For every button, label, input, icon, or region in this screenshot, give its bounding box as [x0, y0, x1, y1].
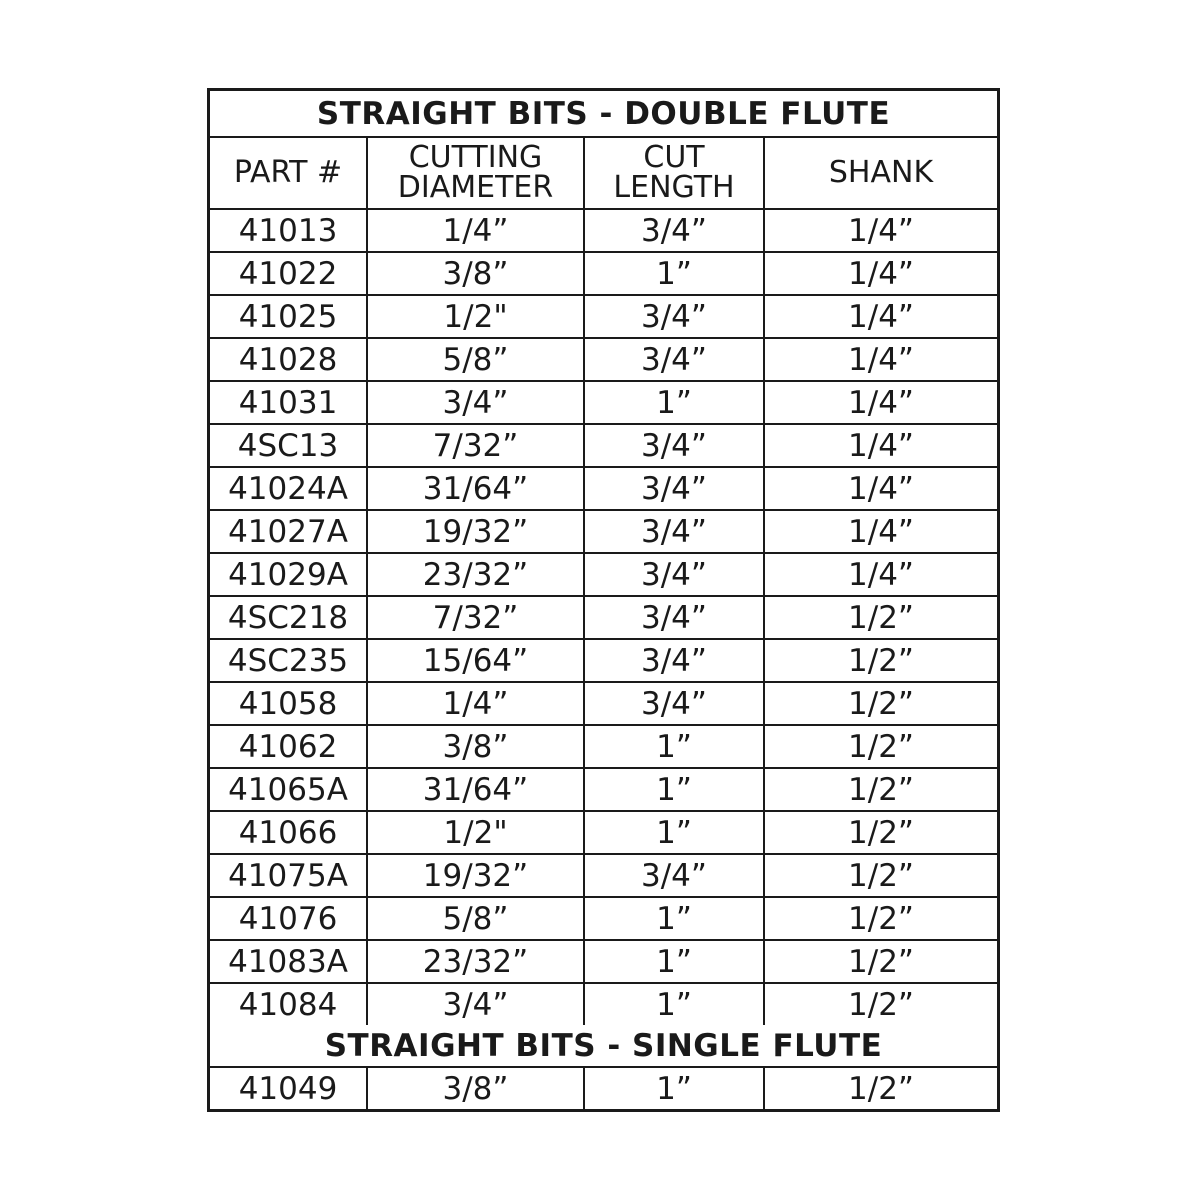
section-title-single-flute: STRAIGHT BITS - SINGLE FLUTE — [210, 1025, 997, 1067]
cell-part-number: 41065A — [210, 768, 367, 811]
cell-cut-length: 3/4” — [584, 424, 764, 467]
cell-cut-length: 3/4” — [584, 467, 764, 510]
table-row — [210, 983, 997, 1025]
table-row — [210, 467, 997, 510]
table-row — [210, 381, 997, 424]
table-row — [210, 682, 997, 725]
cell-cutting-diameter: 23/32” — [367, 553, 584, 596]
cell-part-number: 41022 — [210, 252, 367, 295]
table-row — [210, 811, 997, 854]
cell-cutting-diameter: 19/32” — [367, 854, 584, 897]
table-row — [210, 295, 997, 338]
cell-shank: 1/2” — [764, 811, 997, 854]
table-row — [210, 1067, 997, 1109]
cell-shank: 1/4” — [764, 467, 997, 510]
cell-cut-length: 3/4” — [584, 209, 764, 252]
cell-part-number: 41083A — [210, 940, 367, 983]
cell-cut-length: 3/4” — [584, 596, 764, 639]
straight-bits-table — [210, 91, 997, 1109]
cell-cutting-diameter: 1/4” — [367, 682, 584, 725]
cell-part-number: 41027A — [210, 510, 367, 553]
table-row — [210, 553, 997, 596]
table-row — [210, 338, 997, 381]
header-cutting-diameter — [367, 137, 584, 209]
cell-part-number: 41062 — [210, 725, 367, 768]
cell-cutting-diameter: 7/32” — [367, 596, 584, 639]
table-row — [210, 854, 997, 897]
cell-cutting-diameter: 1/4” — [367, 209, 584, 252]
cell-shank: 1/2” — [764, 940, 997, 983]
single-flute-section — [210, 1025, 997, 1067]
table-title: STRAIGHT BITS - DOUBLE FLUTE — [210, 91, 997, 137]
cell-cut-length: 1” — [584, 983, 764, 1025]
cell-cutting-diameter: 3/8” — [367, 725, 584, 768]
header-cut-length — [584, 137, 764, 209]
cell-cut-length: 3/4” — [584, 682, 764, 725]
header-part-number — [210, 137, 367, 209]
cell-part-number: 41031 — [210, 381, 367, 424]
cell-part-number: 41075A — [210, 854, 367, 897]
table-row — [210, 209, 997, 252]
table-row — [210, 768, 997, 811]
cell-cutting-diameter: 31/64” — [367, 467, 584, 510]
cell-cut-length: 3/4” — [584, 338, 764, 381]
header-cutting-diameter-line2: DIAMETER — [397, 170, 554, 205]
spec-table-frame — [207, 88, 1000, 1112]
cell-shank: 1/4” — [764, 424, 997, 467]
cell-part-number: 41013 — [210, 209, 367, 252]
cell-part-number: 41084 — [210, 983, 367, 1025]
cell-cut-length: 1” — [584, 940, 764, 983]
table-row — [210, 940, 997, 983]
cell-cutting-diameter: 15/64” — [367, 639, 584, 682]
cell-part-number: 4SC235 — [210, 639, 367, 682]
cell-shank: 1/2” — [764, 596, 997, 639]
cell-shank: 1/4” — [764, 252, 997, 295]
cell-part-number: 4SC218 — [210, 596, 367, 639]
table-row — [210, 596, 997, 639]
header-cutting-diameter-line1: CUTTING — [408, 140, 543, 175]
cell-shank: 1/2” — [764, 897, 997, 940]
header-cut-length-line2: LENGTH — [613, 170, 735, 205]
cell-shank: 1/4” — [764, 338, 997, 381]
cell-cutting-diameter: 3/4” — [367, 983, 584, 1025]
cell-part-number: 41025 — [210, 295, 367, 338]
cell-shank: 1/2” — [764, 682, 997, 725]
cell-shank: 1/4” — [764, 209, 997, 252]
cell-part-number: 41066 — [210, 811, 367, 854]
cell-part-number: 41029A — [210, 553, 367, 596]
single-flute-rows — [210, 1067, 997, 1109]
cell-cutting-diameter: 31/64” — [367, 768, 584, 811]
cell-cutting-diameter: 1/2" — [367, 295, 584, 338]
cell-part-number: 41076 — [210, 897, 367, 940]
table-row — [210, 252, 997, 295]
cell-part-number: 4SC13 — [210, 424, 367, 467]
cell-shank: 1/2” — [764, 768, 997, 811]
cell-cut-length: 3/4” — [584, 295, 764, 338]
cell-shank: 1/2” — [764, 854, 997, 897]
cell-cutting-diameter: 3/4” — [367, 381, 584, 424]
cell-cut-length: 1” — [584, 1067, 764, 1109]
cell-part-number: 41024A — [210, 467, 367, 510]
header-part-number-text: PART # — [233, 155, 343, 190]
header-shank-text: SHANK — [828, 155, 934, 190]
cell-part-number: 41028 — [210, 338, 367, 381]
cell-part-number: 41049 — [210, 1067, 367, 1109]
cell-cut-length: 1” — [584, 381, 764, 424]
cell-cut-length: 1” — [584, 252, 764, 295]
table-title-row — [210, 91, 997, 137]
cell-shank: 1/2” — [764, 639, 997, 682]
cell-shank: 1/4” — [764, 553, 997, 596]
cell-cutting-diameter: 3/8” — [367, 252, 584, 295]
cell-part-number: 41058 — [210, 682, 367, 725]
cell-shank: 1/4” — [764, 510, 997, 553]
column-header-row — [210, 137, 997, 209]
cell-shank: 1/4” — [764, 295, 997, 338]
table-row — [210, 510, 997, 553]
double-flute-rows — [210, 209, 997, 1025]
cell-cutting-diameter: 7/32” — [367, 424, 584, 467]
cell-cut-length: 1” — [584, 811, 764, 854]
cell-cutting-diameter: 3/8” — [367, 1067, 584, 1109]
cell-cutting-diameter: 1/2" — [367, 811, 584, 854]
cell-shank: 1/2” — [764, 1067, 997, 1109]
cell-shank: 1/2” — [764, 983, 997, 1025]
cell-cutting-diameter: 23/32” — [367, 940, 584, 983]
cell-cutting-diameter: 5/8” — [367, 897, 584, 940]
cell-cut-length: 3/4” — [584, 639, 764, 682]
header-cut-length-line1: CUT — [643, 140, 705, 175]
table-row — [210, 725, 997, 768]
table-row — [210, 639, 997, 682]
cell-cutting-diameter: 19/32” — [367, 510, 584, 553]
cell-shank: 1/2” — [764, 725, 997, 768]
table-row — [210, 424, 997, 467]
cell-cut-length: 1” — [584, 768, 764, 811]
table-row — [210, 897, 997, 940]
cell-cut-length: 3/4” — [584, 553, 764, 596]
cell-shank: 1/4” — [764, 381, 997, 424]
cell-cutting-diameter: 5/8” — [367, 338, 584, 381]
section-title-row — [210, 1025, 997, 1067]
cell-cut-length: 1” — [584, 897, 764, 940]
cell-cut-length: 3/4” — [584, 854, 764, 897]
cell-cut-length: 3/4” — [584, 510, 764, 553]
header-shank — [764, 137, 997, 209]
cell-cut-length: 1” — [584, 725, 764, 768]
